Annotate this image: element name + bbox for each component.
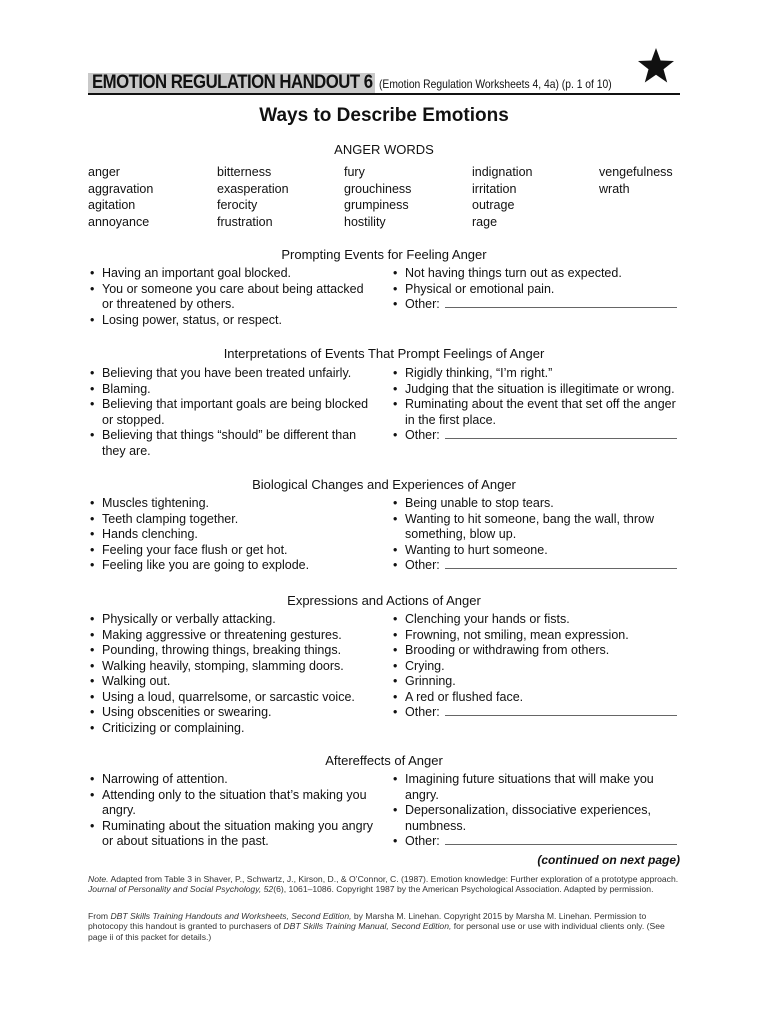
anger-word: hostility xyxy=(344,214,386,229)
list-item: • Believing that important goals are being blocked or stopped. xyxy=(88,397,380,428)
anger-words-column xyxy=(472,164,532,230)
list-item: • Using obscenities or swearing. xyxy=(88,705,388,721)
anger-words-column xyxy=(88,164,153,230)
copyright-note xyxy=(88,911,680,942)
list-item: • Wanting to hit someone, bang the wall, throw something, blow up. xyxy=(391,512,680,543)
anger-word: annoyance xyxy=(88,214,150,229)
continued-note: (continued on next page) xyxy=(537,853,680,867)
list-item xyxy=(391,558,680,574)
other-blank[interactable] xyxy=(445,297,677,308)
anger-word: rage xyxy=(472,214,498,229)
anger-word: indignation xyxy=(472,165,533,179)
interpretations-right-list xyxy=(391,366,680,444)
anger-word: irritation xyxy=(472,181,517,196)
list-item: • Ruminating about the situation making you angry or about situations in the past. xyxy=(88,819,380,850)
list-item: • Believing that things “should” be different than they are. xyxy=(88,428,380,459)
list-item xyxy=(391,705,680,721)
prompting-events-left-list xyxy=(88,266,368,328)
copyright-text-end: for personal use or use with individual clients only. (See page ii of this packet for details.) xyxy=(88,921,665,942)
other-label: Other: xyxy=(405,705,440,719)
anger-word: grumpiness xyxy=(344,198,409,213)
list-item: • Clenching your hands or fists. xyxy=(391,612,680,628)
anger-word: outrage xyxy=(472,198,515,213)
other-blank[interactable] xyxy=(445,558,677,569)
list-item: • You or someone you care about being attacked or threatened by others. xyxy=(88,282,368,313)
header-rule xyxy=(88,93,680,95)
interpretations-left-list xyxy=(88,366,380,459)
note-label: Note. xyxy=(88,874,109,884)
list-item: • Attending only to the situation that’s making you angry. xyxy=(88,788,380,819)
list-item: • Feeling like you are going to explode. xyxy=(88,558,380,574)
anger-word: frustration xyxy=(217,214,273,229)
handout-number-title: EMOTION REGULATION HANDOUT 6 xyxy=(92,71,373,93)
list-item: • Judging that the situation is illegitimate or wrong. xyxy=(391,382,680,398)
other-label: Other: xyxy=(405,428,440,442)
biological-changes-left-list xyxy=(88,496,380,574)
anger-words-column xyxy=(217,164,289,230)
anger-word: agitation xyxy=(88,198,136,213)
handout-header xyxy=(88,68,680,94)
list-item: • Having an important goal blocked. xyxy=(88,266,368,282)
copyright-text: by Marsha M. Linehan. Copyright 2015 by Marsha M. Linehan. Permission to photocopy this handout is granted to purchasers of xyxy=(88,911,647,932)
anger-word: aggravation xyxy=(88,181,154,196)
expressions-actions-left-list xyxy=(88,612,388,736)
biological-changes-right-list xyxy=(391,496,680,574)
list-item: • Crying. xyxy=(391,659,680,675)
note-text-end: (6), 1061–1086. Copyright 1987 by the American Psychological Association. Adapted by permission. xyxy=(273,884,654,895)
list-item: • Blaming. xyxy=(88,382,380,398)
list-item: • Grinning. xyxy=(391,674,680,690)
list-item: • Criticizing or complaining. xyxy=(88,721,388,737)
list-item: • Muscles tightening. xyxy=(88,496,380,512)
anger-words-column xyxy=(344,164,411,230)
list-item: • Brooding or withdrawing from others. xyxy=(391,643,680,659)
list-item xyxy=(391,834,680,850)
prompting-events-right-list xyxy=(391,266,680,313)
list-item: • Walking out. xyxy=(88,674,388,690)
anger-word: anger xyxy=(88,165,120,179)
list-item: • Hands clenching. xyxy=(88,527,380,543)
other-label: Other: xyxy=(405,834,440,848)
list-item: • Being unable to stop tears. xyxy=(391,496,680,512)
list-item: • Physical or emotional pain. xyxy=(391,282,680,298)
copyright-book: DBT Skills Training Handouts and Worksheets, Second Edition, xyxy=(110,911,352,921)
list-item: • Making aggressive or threatening gestures. xyxy=(88,628,388,644)
expressions-actions-heading: Expressions and Actions of Anger xyxy=(287,593,481,608)
anger-word: wrath xyxy=(599,181,630,196)
prompting-events-heading: Prompting Events for Feeling Anger xyxy=(281,247,487,262)
list-item: • Frowning, not smiling, mean expression. xyxy=(391,628,680,644)
expressions-actions-right-list xyxy=(391,612,680,721)
list-item: • Ruminating about the event that set off the anger in the first place. xyxy=(391,397,680,428)
other-blank[interactable] xyxy=(445,428,677,439)
star-icon xyxy=(636,46,676,86)
list-item: • Believing that you have been treated unfairly. xyxy=(88,366,380,382)
copyright-from: From xyxy=(88,911,111,921)
aftereffects-heading: Aftereffects of Anger xyxy=(325,753,443,768)
other-label: Other: xyxy=(405,558,440,572)
note-journal: Journal of Personality and Social Psychology, 52 xyxy=(88,884,274,895)
aftereffects-left-list xyxy=(88,772,380,850)
list-item: • Teeth clamping together. xyxy=(88,512,380,528)
list-item xyxy=(391,297,680,313)
list-item: • Pounding, throwing things, breaking things. xyxy=(88,643,388,659)
list-item: • Not having things turn out as expected. xyxy=(391,266,680,282)
list-item: • Imagining future situations that will make you angry. xyxy=(391,772,680,803)
other-blank[interactable] xyxy=(445,834,677,845)
handout-reference: (Emotion Regulation Worksheets 4, 4a) (p. 1 of 10) xyxy=(379,77,612,91)
source-note xyxy=(88,874,680,895)
anger-word: vengefulness xyxy=(599,165,673,179)
anger-word: exasperation xyxy=(217,181,289,196)
list-item: • Feeling your face flush or get hot. xyxy=(88,543,380,559)
biological-changes-heading: Biological Changes and Experiences of Anger xyxy=(252,477,516,492)
anger-word: bitterness xyxy=(217,165,272,179)
list-item: • Physically or verbally attacking. xyxy=(88,612,388,628)
list-item: • Narrowing of attention. xyxy=(88,772,380,788)
interpretations-heading: Interpretations of Events That Prompt Feelings of Anger xyxy=(223,346,545,361)
other-label: Other: xyxy=(405,297,440,311)
note-text: Adapted from Table 3 in Shaver, P., Schwartz, J., Kirson, D., & O’Connor, C. (1987). Emotion knowledge: Further exploration of a prototype approach. xyxy=(108,874,679,884)
list-item xyxy=(391,428,680,444)
page-title: Ways to Describe Emotions xyxy=(259,105,509,126)
aftereffects-right-list xyxy=(391,772,680,850)
other-blank[interactable] xyxy=(445,705,677,716)
anger-word: grouchiness xyxy=(344,181,412,196)
copyright-manual: DBT Skills Training Manual, Second Edition, xyxy=(283,921,452,932)
list-item: • A red or flushed face. xyxy=(391,690,680,706)
list-item: • Rigidly thinking, “I’m right.” xyxy=(391,366,680,382)
anger-words-heading: ANGER WORDS xyxy=(334,142,434,157)
anger-words-column xyxy=(599,164,673,197)
list-item: • Walking heavily, stomping, slamming doors. xyxy=(88,659,388,675)
anger-word: fury xyxy=(344,165,365,179)
list-item: • Wanting to hurt someone. xyxy=(391,543,680,559)
list-item: • Losing power, status, or respect. xyxy=(88,313,368,329)
list-item: • Depersonalization, dissociative experiences, numbness. xyxy=(391,803,680,834)
anger-word: ferocity xyxy=(217,198,258,213)
list-item: • Using a loud, quarrelsome, or sarcastic voice. xyxy=(88,690,388,706)
